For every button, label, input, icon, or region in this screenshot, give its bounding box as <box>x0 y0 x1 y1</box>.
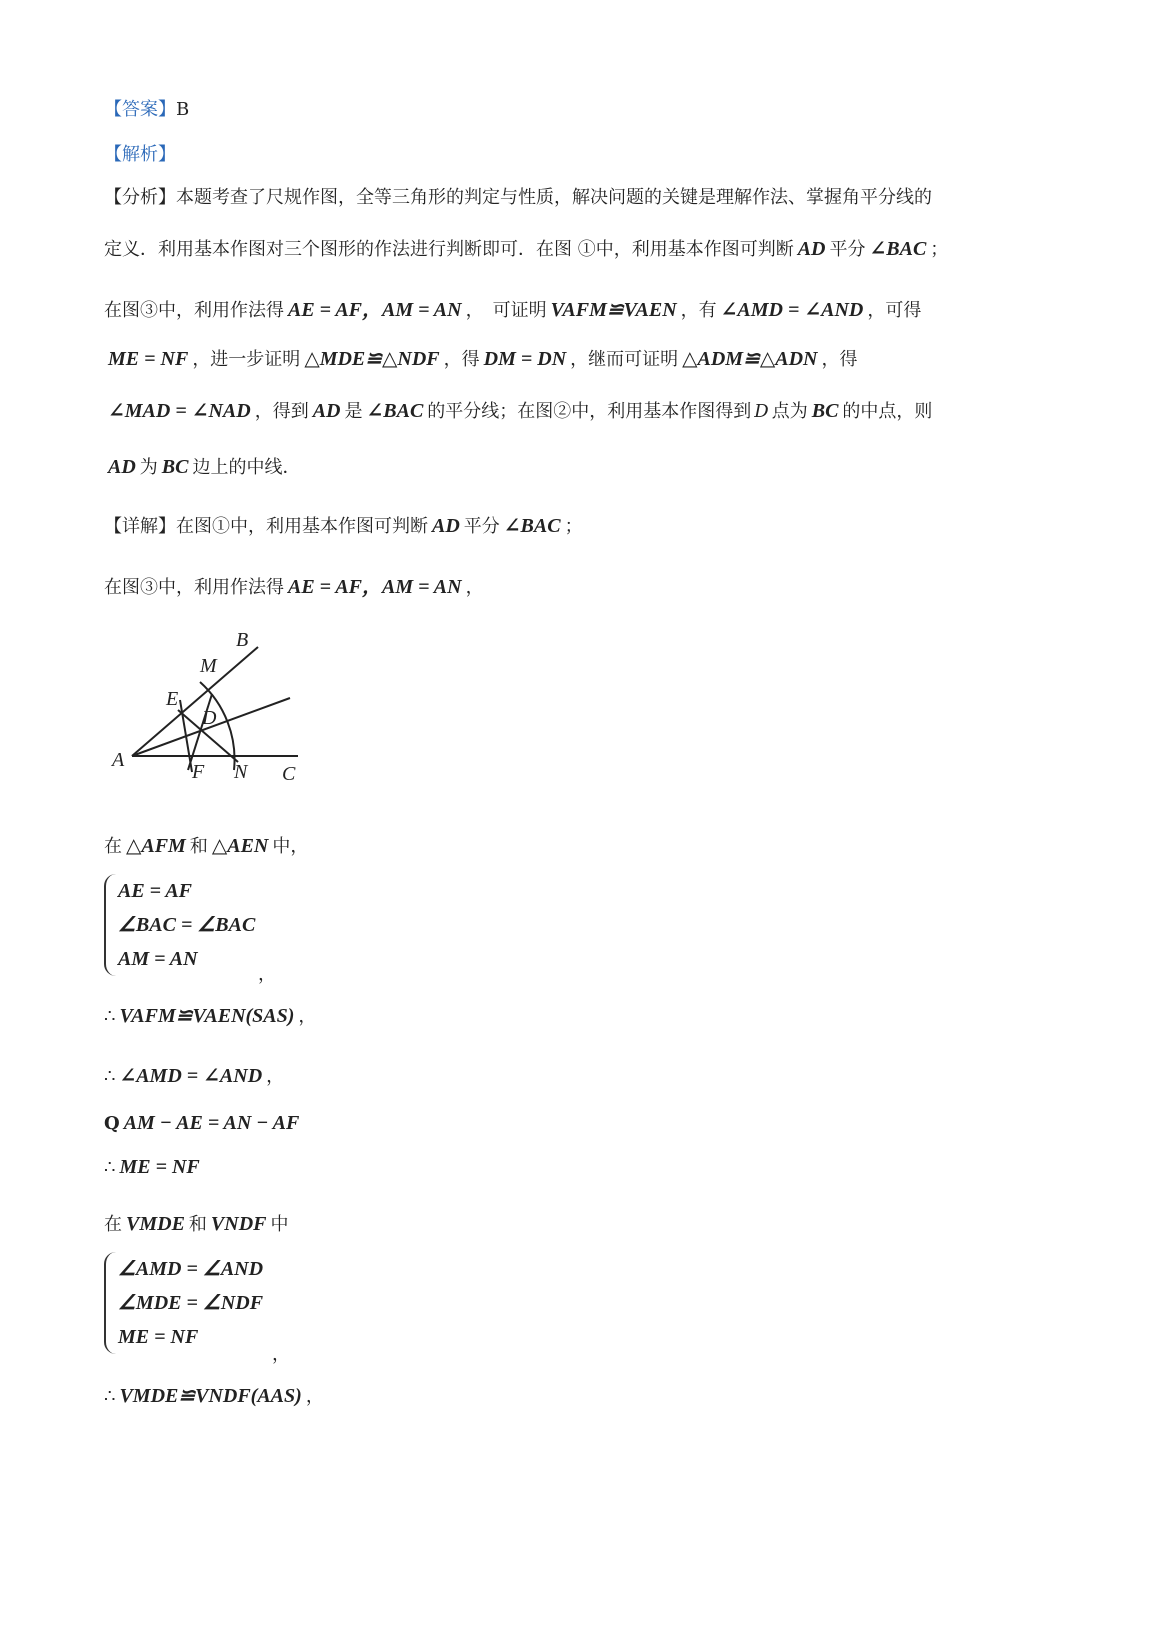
ray-ab <box>132 647 258 756</box>
answer-value: B <box>176 99 190 120</box>
answer-tag: 【答案】 <box>104 99 176 120</box>
label-a: A <box>112 749 125 771</box>
proof-line-2 <box>104 1210 288 1236</box>
proof-text-1a: 在 <box>104 836 122 857</box>
equation-system-2 <box>104 1252 263 1354</box>
math-dm-dn: DM = DN <box>483 348 567 370</box>
system2-comma: ， <box>272 1344 290 1365</box>
math-ad: AD <box>797 238 826 260</box>
fenxi-text-5e: 点为 <box>771 401 808 422</box>
math-ad-2: AD <box>312 400 341 422</box>
fenxi-line-6 <box>104 453 300 479</box>
fenxi-tag: 【分析】 <box>104 187 176 208</box>
point-d: D <box>754 401 769 422</box>
math-ae-af-2: AE = AF，AM = AN <box>288 576 462 598</box>
xiangjie-text-2a: 在图③中，利用作法得 <box>104 577 284 598</box>
proof-text-2a: 在 <box>104 1214 122 1235</box>
math-tri-afm: △AFM <box>126 835 186 857</box>
xiangjie-text-1b: 平分 <box>463 516 500 537</box>
math-angle-eq: ∠AMD = ∠AND <box>720 299 864 321</box>
system2-row-1: ∠AMD = ∠AND <box>118 1258 264 1280</box>
system1-comma: ， <box>258 964 276 985</box>
math-ad-3: AD <box>108 456 136 478</box>
label-b: B <box>236 629 249 651</box>
system1-row-3: AM = AN <box>118 948 198 970</box>
math-ad-4: AD <box>432 515 460 537</box>
therefore-line-3 <box>104 1156 204 1179</box>
comma: ， <box>298 1006 317 1027</box>
math-me-nf-2: ME = NF <box>119 1156 200 1178</box>
therefore-line-1 <box>104 1002 316 1028</box>
therefore-line-2 <box>104 1062 284 1088</box>
label-n: N <box>234 761 248 783</box>
xiangjie-text-1a: 在图①中，利用基本作图可判断 <box>176 516 428 537</box>
proof-text-2b: 和 <box>188 1214 207 1235</box>
xiangjie-line-2 <box>104 570 484 599</box>
fenxi-text-4d: ，得 <box>821 349 858 370</box>
math-tri-ndf: VNDF <box>210 1213 267 1235</box>
comma: ， <box>305 1386 324 1407</box>
fenxi-text-1: 本题考查了尺规作图，全等三角形的判定与性质，解决问题的关键是理解作法、掌握角平分线的 <box>176 187 932 208</box>
math-angle-bac-3: ∠BAC <box>503 515 561 537</box>
fenxi-text-2a: 定义．利用基本作图对三个图形的作法进行判断即可．在图 ①中，利用基本作图可判断 <box>104 239 794 260</box>
fenxi-line-5 <box>104 397 932 423</box>
therefore-line-4 <box>104 1382 324 1408</box>
xiangjie-line-1 <box>104 512 583 538</box>
therefore-symbol: ∴ <box>104 1066 116 1087</box>
fenxi-text-4b: ，得 <box>443 349 480 370</box>
math-me-nf: ME = NF <box>108 348 189 370</box>
fenxi-text-5c: 的平分线；在图②中，利用基本作图得到 <box>427 401 752 422</box>
because-symbol: Q <box>104 1113 120 1134</box>
analysis-heading <box>104 140 176 166</box>
therefore-symbol: ∴ <box>104 1386 116 1407</box>
math-tri-aen: △AEN <box>211 835 269 857</box>
fenxi-text-6a: 为 <box>139 457 158 478</box>
math-mad-nad: ∠MAD = ∠NAD <box>108 400 251 422</box>
answer-line <box>104 95 189 121</box>
proof-text-1c: 中， <box>272 836 309 857</box>
equation-system-1 <box>104 874 255 976</box>
xiangjie-tag: 【详解】 <box>104 516 176 537</box>
label-m: M <box>200 655 217 677</box>
fenxi-line-1 <box>104 183 932 209</box>
math-bc-2: BC <box>161 456 189 478</box>
system2-row-3: ME = NF <box>118 1326 199 1348</box>
fenxi-text-3d: ，可得 <box>867 300 922 321</box>
proof-text-1b: 和 <box>189 836 208 857</box>
label-e: E <box>166 688 179 710</box>
fenxi-text-3a: 在图③中，利用作法得 <box>104 300 284 321</box>
math-bc: BC <box>811 400 839 422</box>
math-congruent-3: △ADM≌△ADN <box>682 348 818 370</box>
comma: ， <box>266 1066 285 1087</box>
xiangjie-text-1c: ； <box>564 516 583 537</box>
fenxi-text-6b: 边上的中线． <box>192 457 301 478</box>
fenxi-text-3c: ，有 <box>680 300 717 321</box>
fenxi-text-3b: ， 可证明 <box>465 300 547 321</box>
math-congruent-1: VAFM≌VAEN <box>550 299 677 321</box>
fenxi-text-2c: ； <box>930 239 949 260</box>
label-f: F <box>192 761 205 783</box>
construction-figure <box>100 620 320 790</box>
proof-line-1 <box>104 832 308 858</box>
math-angle-bac-2: ∠BAC <box>366 400 424 422</box>
system2-row-2: ∠MDE = ∠NDF <box>118 1292 264 1314</box>
system1-row-2: ∠BAC = ∠BAC <box>118 914 256 936</box>
because-line <box>104 1112 303 1135</box>
math-congruent-2: △MDE≌△NDF <box>304 348 440 370</box>
math-angle-bac: ∠BAC <box>869 238 927 260</box>
math-congruent-aas: VMDE≌VNDF(AAS) <box>119 1385 302 1407</box>
fenxi-text-2b: 平分 <box>829 239 866 260</box>
system1-row-1: AE = AF <box>118 880 193 902</box>
xiangjie-text-2b: ， <box>465 577 484 598</box>
math-tri-mde: VMDE <box>126 1213 185 1235</box>
math-angle-amd-and: ∠AMD = ∠AND <box>119 1065 263 1087</box>
therefore-symbol: ∴ <box>104 1006 116 1027</box>
therefore-symbol: ∴ <box>104 1157 116 1178</box>
fenxi-text-4c: ，继而可证明 <box>570 349 679 370</box>
fenxi-line-4 <box>104 345 857 371</box>
fenxi-line-3 <box>104 293 921 322</box>
proof-text-2c: 中 <box>270 1214 289 1235</box>
analysis-tag: 【解析】 <box>104 144 176 165</box>
fenxi-line-2 <box>104 235 948 261</box>
fenxi-text-4a: ，进一步证明 <box>192 349 301 370</box>
label-d: D <box>202 707 217 729</box>
label-c: C <box>282 763 296 785</box>
math-am-ae: AM − AE = AN − AF <box>123 1112 300 1134</box>
math-ae-af: AE = AF，AM = AN <box>288 299 462 321</box>
math-congruent-sas: VAFM≌VAEN(SAS) <box>119 1005 295 1027</box>
fenxi-text-5a: ，得到 <box>254 401 309 422</box>
fenxi-text-5f: 的中点，则 <box>842 401 933 422</box>
fenxi-text-5b: 是 <box>344 401 363 422</box>
